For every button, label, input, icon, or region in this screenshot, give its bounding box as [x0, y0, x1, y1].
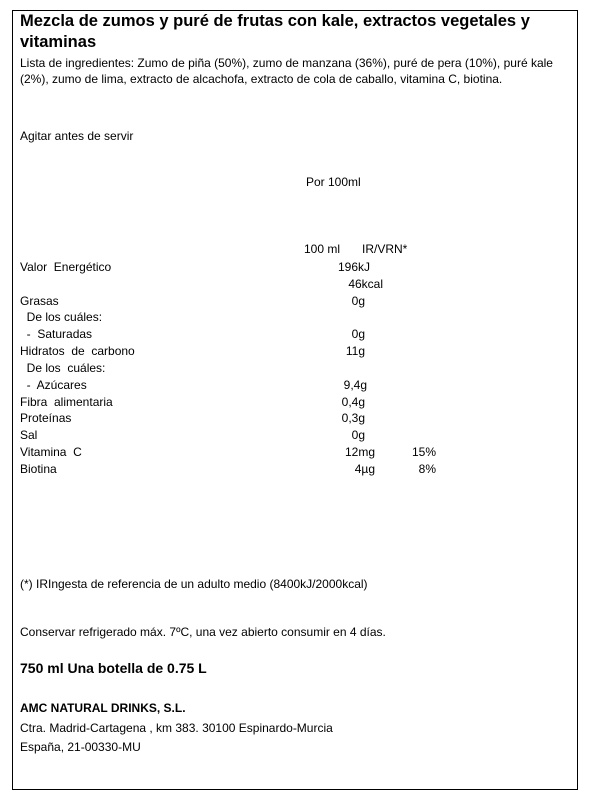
nutrient-name: Fibra alimentaria — [20, 395, 113, 409]
product-title: Mezcla de zumos y puré de frutas con kale, extractos vegetales y vitaminas — [20, 12, 530, 51]
nutrient-value: 0g — [351, 428, 365, 442]
nutrient-value: 12mg — [344, 445, 375, 459]
nutrient-name: Biotina — [20, 462, 57, 476]
storage-note: Conservar refrigerado máx. 7ºC, una vez abierto consumir en 4 días. — [20, 625, 386, 639]
nutrient-name: - Azúcares — [20, 378, 87, 392]
nutrient-value: 0,3g — [341, 411, 365, 425]
nutrient-name: Sal — [20, 428, 38, 442]
nutrient-name: De los cuáles: — [20, 361, 106, 375]
nutrition-row — [20, 309, 571, 325]
nutrient-value: 9,4g — [343, 378, 367, 392]
nutrient-value: 0,4g — [341, 395, 365, 409]
nutrition-row — [20, 461, 571, 477]
column-header-per-100: 100 ml — [304, 242, 341, 256]
nutrient-name: - Saturadas — [20, 327, 93, 341]
nutrition-row — [20, 444, 571, 460]
nutrient-name: Hidratos de carbono — [20, 344, 135, 358]
nutrient-value: 46kcal — [348, 277, 383, 291]
nutrient-value: 0g — [351, 294, 365, 308]
nutrient-name: Proteínas — [20, 411, 72, 425]
nutrition-row — [20, 427, 571, 443]
footnote: (*) IRIngesta de referencia de un adulto medio (8400kJ/2000kcal) — [20, 577, 368, 591]
nutrient-value: 0g — [351, 327, 365, 341]
company-name: AMC NATURAL DRINKS, S.L. — [20, 701, 186, 715]
nutrition-row — [20, 343, 571, 359]
nutrient-ir: 15% — [411, 445, 436, 459]
nutrient-ir: 8% — [418, 462, 436, 476]
nutrient-value: 4µg — [354, 462, 375, 476]
nutrition-row — [20, 293, 571, 309]
ingredients-list: Lista de ingredientes: Zumo de piña (50%), zumo de manzana (36%), puré de pera (10%), puré kale (2%), zumo de lima, extracto de alcachofa, extracto de cola de caballo, vitamina C, biotina. — [20, 56, 553, 86]
nutrition-row — [20, 259, 571, 275]
nutrient-value: 196kJ — [337, 260, 370, 274]
nutrition-row — [20, 326, 571, 342]
nutrition-row — [20, 276, 571, 292]
nutrition-row — [20, 360, 571, 376]
per-100ml-heading: Por 100ml — [306, 175, 361, 189]
nutrition-row — [20, 394, 571, 410]
shake-note: Agitar antes de servir — [20, 129, 134, 143]
nutrition-row — [20, 377, 571, 393]
nutrient-name: De los cuáles: — [20, 310, 103, 324]
nutrition-row — [20, 410, 571, 426]
nutrient-name: Vitamina C — [20, 445, 82, 459]
nutrient-name: Valor Energético — [20, 260, 112, 274]
column-header-ir: IR/VRN* — [362, 242, 408, 256]
company-address: Ctra. Madrid-Cartagena , km 383. 30100 Espinardo-Murcia — [20, 721, 333, 735]
volume-info: 750 ml Una botella de 0.75 L — [20, 660, 207, 676]
nutrient-name: Grasas — [20, 294, 59, 308]
nutrient-value: 11g — [345, 344, 365, 358]
company-registry: España, 21-00330-MU — [20, 740, 141, 754]
